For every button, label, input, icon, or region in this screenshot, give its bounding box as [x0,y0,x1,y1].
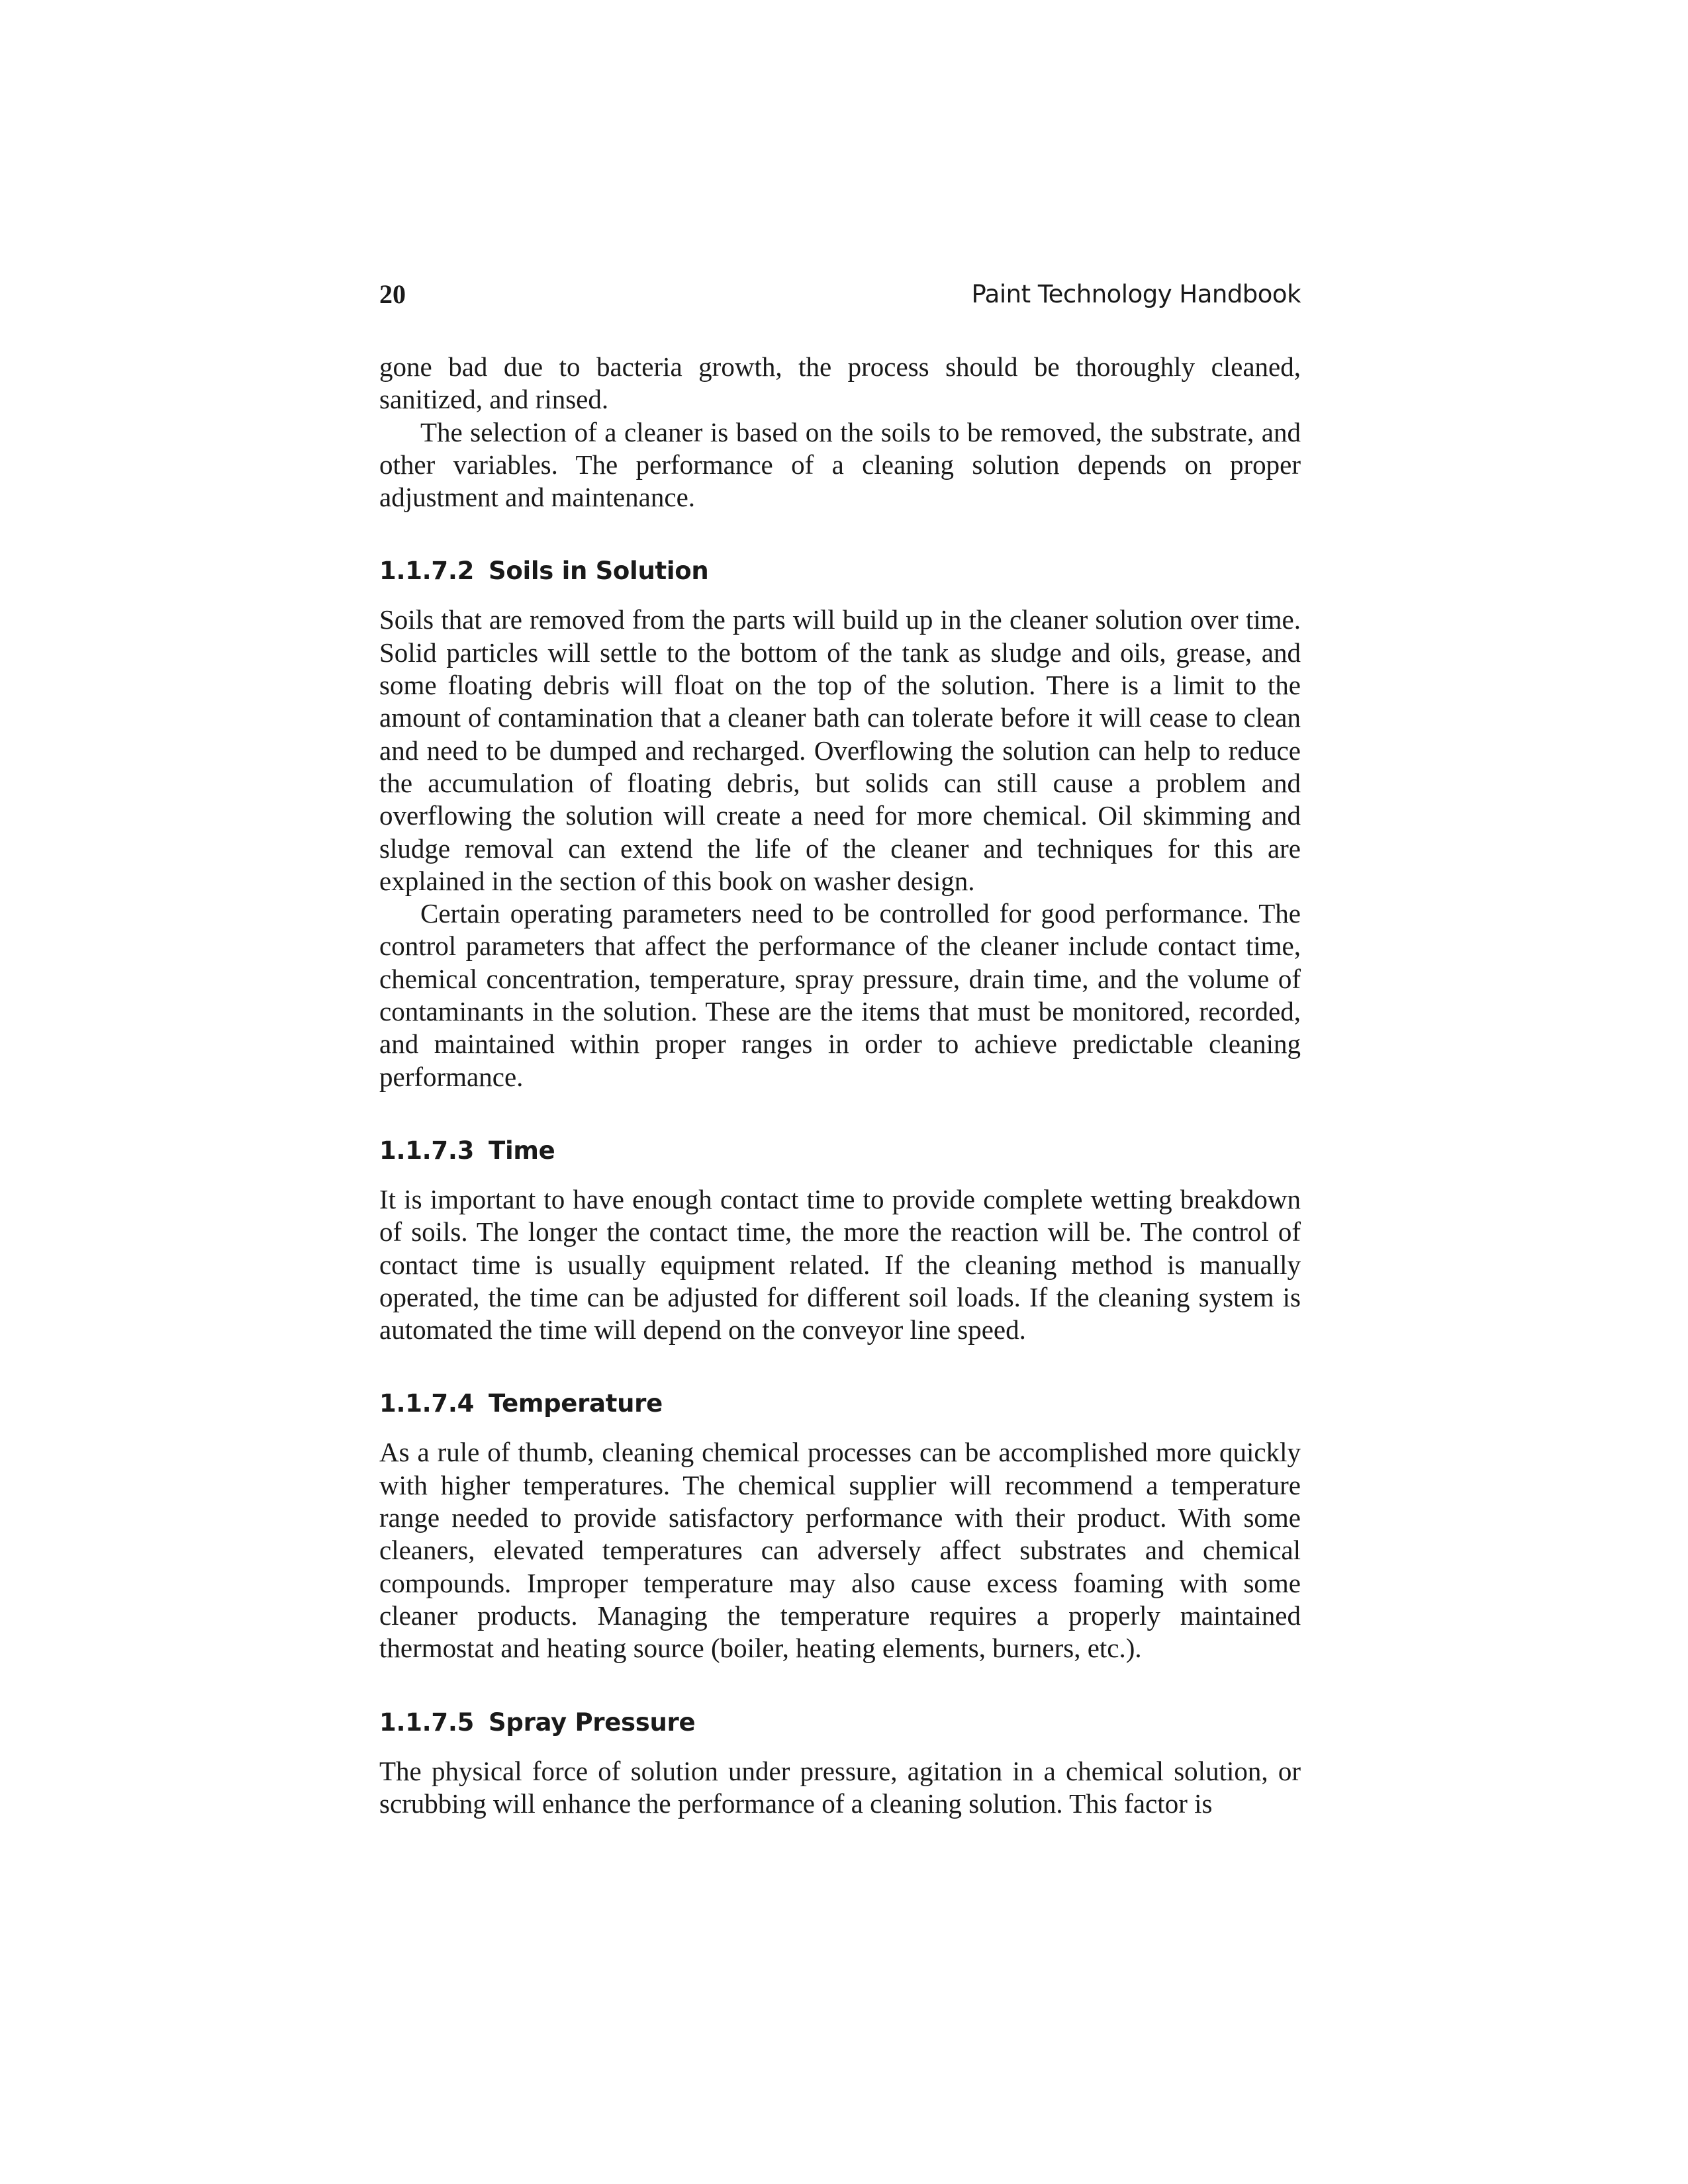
section-heading-spray-pressure [379,1706,1301,1739]
page-body [379,351,1301,1820]
paragraph: Soils that are removed from the parts will build up in the cleaner solution over time. Solid particles will settle to the bottom of the tank as sludge and oils, grease, and some floating debris will float on the top of the solution. There is a limit to the amount of contamination that a cleaner bath can tolerate before it will cease to clean and need to be dumped and recharged. Overflowing the solution can help to reduce the accumulation of floating debris, but solids can still cause a problem and overflowing the solution will create a need for more chemical. Oil skimming and sludge removal can extend the life of the cleaner and techniques for this are explained in the section of this book on washer design. [379,604,1301,896]
section-number: 1.1.7.3 [379,1136,475,1165]
paragraph: Certain operating parameters need to be controlled for good performance. The control parameters that affect the performance of the cleaner include contact time, chemical concentration, temperature, spray pressure, drain time, and the volume of contaminants in the solution. These are the items that must be monitored, recorded, and maintained within proper ranges in order to achieve predictable cleaning performance. [379,898,1301,1092]
section-number: 1.1.7.4 [379,1389,475,1418]
paragraph: The physical force of solution under pressure, agitation in a chemical solution, or scrubbing will enhance the performance of a cleaning solution. This factor is [379,1755,1301,1819]
paragraph: gone bad due to bacteria growth, the process should be thoroughly cleaned, sanitized, and rinsed. [379,351,1301,415]
page-number: 20 [379,279,406,309]
section-title: Soils in Solution [489,557,709,586]
paragraph: It is important to have enough contact time to provide complete wetting breakdown of soils. The longer the contact time, the more the reaction will be. The control of contact time is usually equipment related. If the cleaning method is manually operated, the time can be adjusted for different soil loads. If the cleaning system is automated the time will depend on the conveyor line speed. [379,1183,1301,1345]
section-heading-temperature [379,1387,1301,1420]
section-title: Spray Pressure [489,1707,696,1737]
section-number: 1.1.7.2 [379,557,475,586]
page-header [379,271,1301,318]
section-number: 1.1.7.5 [379,1707,475,1737]
section-heading-time [379,1134,1301,1167]
paragraph: As a rule of thumb, cleaning chemical processes can be accomplished more quickly with higher temperatures. The chemical supplier will recommend a temperature range needed to provide satisfactory performance with their product. With some cleaners, elevated temperatures can adversely affect substrates and chemical compounds. Improper temperature may also cause excess foaming with some cleaner products. Managing the temperature requires a properly maintained thermostat and heating source (boiler, heating elements, burners, etc.). [379,1437,1301,1664]
section-heading-soils-in-solution [379,555,1301,587]
section-title: Temperature [489,1389,663,1418]
paragraph: The selection of a cleaner is based on the soils to be removed, the substrate, and other variables. The performance of a cleaning solution depends on proper adjustment and maintenance. [379,416,1301,513]
running-title: Paint Technology Handbook [971,280,1301,308]
section-title: Time [489,1136,555,1165]
